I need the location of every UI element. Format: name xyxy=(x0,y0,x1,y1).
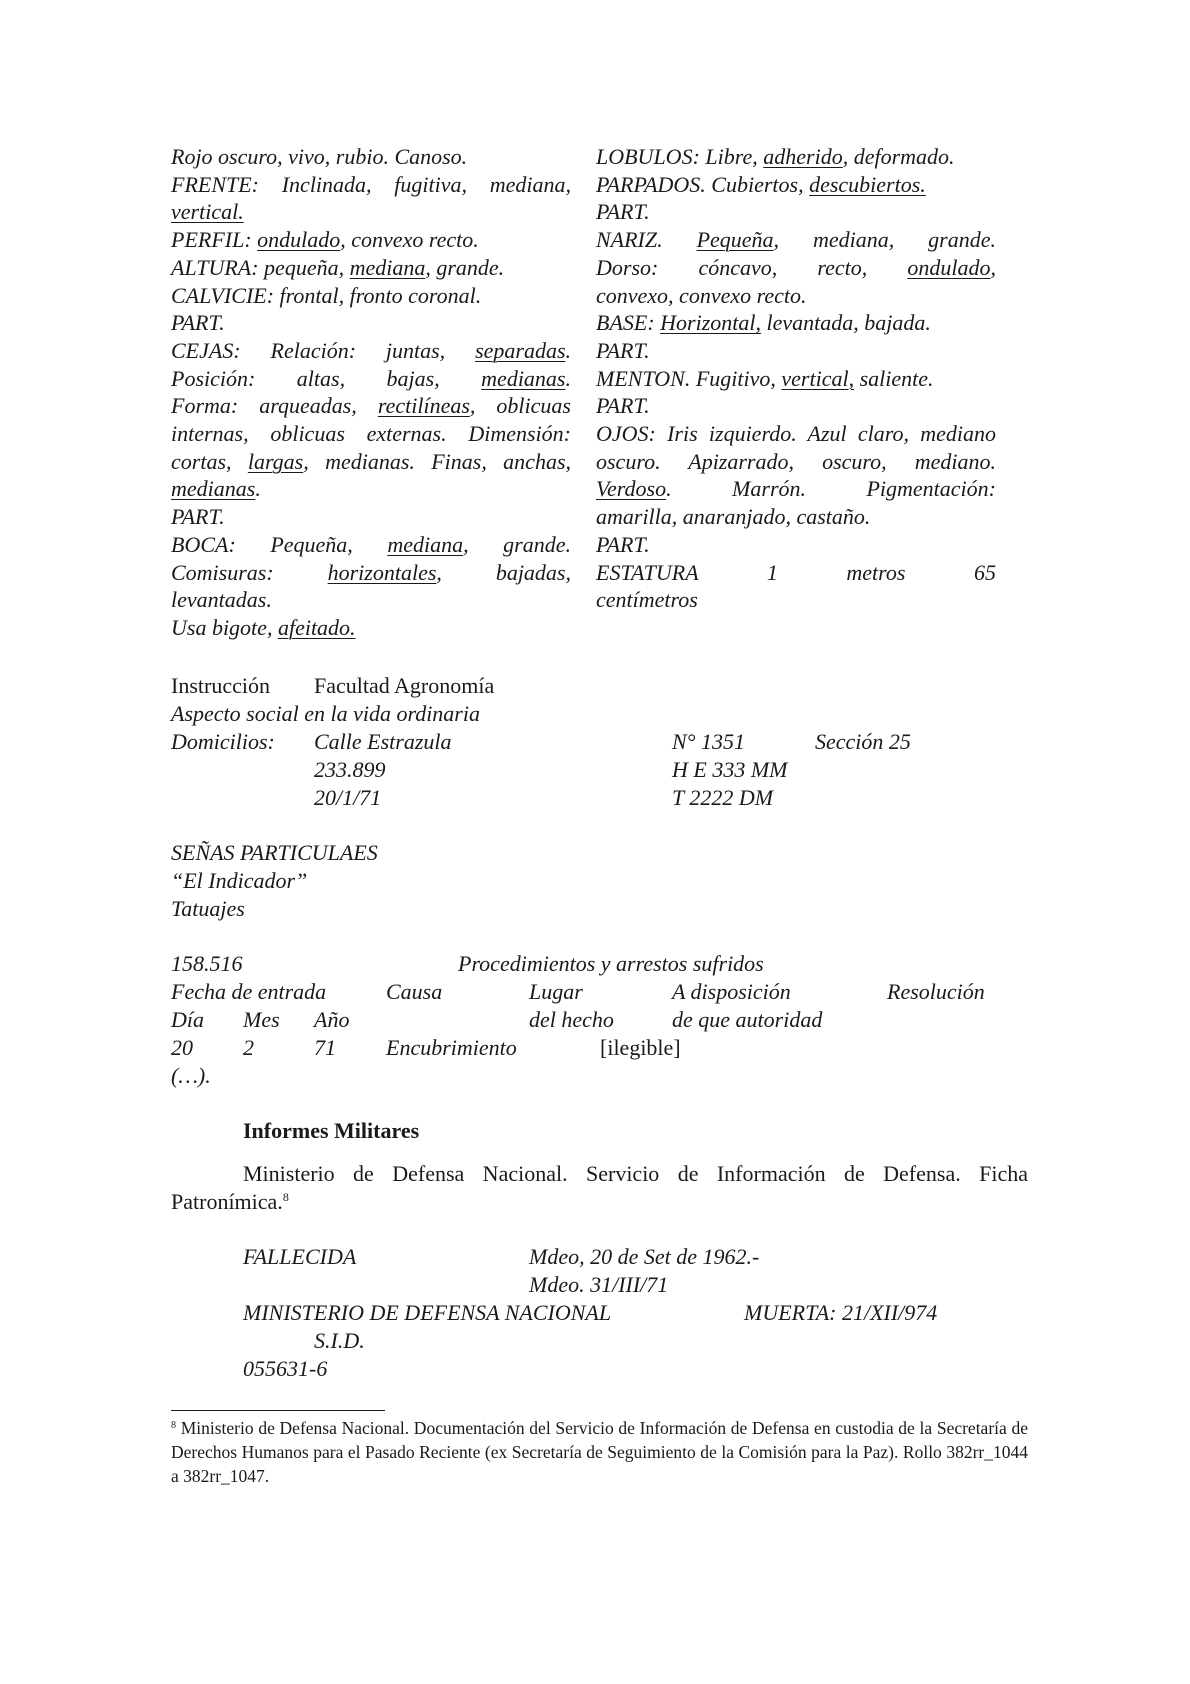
right-column xyxy=(596,143,996,614)
senas-tatuajes: Tatuajes xyxy=(171,896,245,921)
instruccion-label: Instrucción xyxy=(171,673,270,698)
footnote-ref: 8 xyxy=(282,1190,289,1204)
proc-h-fecha: Fecha de entrada xyxy=(171,979,327,1004)
part-label: PART. xyxy=(596,531,650,557)
footnote-number: 8 xyxy=(171,1420,176,1431)
ficha-sid: S.I.D. xyxy=(314,1328,365,1353)
forma-rectilineas: rectilíneas xyxy=(377,393,470,419)
proc-h-lugar: Lugar xyxy=(529,979,583,1004)
posicion-line xyxy=(171,365,571,393)
comisuras-horizontales: horizontales xyxy=(327,559,437,585)
boca-mediana: mediana xyxy=(387,531,464,557)
verdoso-rest: . Marrón. Pigmentación: xyxy=(666,476,996,502)
footnote xyxy=(171,1416,1028,1488)
parpados-label: PARPADOS. Cubiertos, xyxy=(596,171,804,197)
part-label: PART. xyxy=(596,199,650,225)
base-rest: levantada, bajada. xyxy=(766,310,931,336)
medianas-line xyxy=(171,475,571,503)
boca-label: BOCA: Pequeña, xyxy=(171,531,353,557)
centimetros-line: centímetros xyxy=(596,587,698,613)
ficha-date1: Mdeo, 20 de Set de 1962.- xyxy=(529,1244,760,1269)
estatura-label: ESTATURA xyxy=(596,559,699,585)
lobulos-adherido: adherido xyxy=(763,144,843,169)
frente-line: FRENTE: Inclinada, fugitiva, mediana, xyxy=(171,171,571,197)
estatura-metros-value: 1 xyxy=(766,559,778,585)
proc-h-causa: Causa xyxy=(386,979,443,1004)
parpados-line xyxy=(596,171,996,199)
forma-label: Forma: arqueadas, xyxy=(171,393,357,419)
nariz-label: NARIZ. xyxy=(596,227,663,253)
cortas-rest: , medianas. Finas, anchas, xyxy=(303,448,571,474)
posicion-medianas: medianas xyxy=(481,365,566,391)
forma-line xyxy=(171,392,571,420)
nariz-pequena: Pequeña xyxy=(696,227,774,253)
bigote-label: Usa bigote, xyxy=(171,614,273,640)
medianas-underlined: medianas xyxy=(171,476,256,502)
domicilio-t: T 2222 DM xyxy=(672,785,774,810)
altura-line xyxy=(171,254,571,282)
internas-line: internas, oblicuas externas. Dimensión: xyxy=(171,421,571,447)
comisuras-rest: , bajadas, xyxy=(436,559,571,585)
proc-ilegible: [ilegible] xyxy=(600,1035,681,1060)
cejas-dot: . xyxy=(565,337,572,363)
proc-h-anio: Año xyxy=(314,1007,350,1032)
footnote-separator xyxy=(171,1410,385,1411)
domicilio-he: H E 333 MM xyxy=(672,757,788,782)
domicilios-label: Domicilios: xyxy=(171,729,275,754)
domicilio-numero: 233.899 xyxy=(314,757,386,782)
ficha-ministerio: MINISTERIO DE DEFENSA NACIONAL xyxy=(243,1300,612,1325)
proc-h-disposicion: A disposición xyxy=(672,979,791,1004)
domicilio-fecha: 20/1/71 xyxy=(314,785,382,810)
comisuras-line xyxy=(171,559,571,587)
cortas-line xyxy=(171,448,571,476)
left-column xyxy=(171,143,571,642)
ficha-fallecida: FALLECIDA xyxy=(243,1244,357,1269)
calvicie-line: CALVICIE: frontal, fronto coronal. xyxy=(171,282,482,308)
ficha-muerta: MUERTA: 21/XII/974 xyxy=(744,1300,938,1325)
dorso-label: Dorso: cóncavo, recto, xyxy=(596,254,868,280)
frente-vertical: vertical. xyxy=(171,199,244,225)
comisuras-label: Comisuras: xyxy=(171,559,274,585)
proc-mes: 2 xyxy=(243,1035,254,1060)
aspecto-social: Aspecto social en la vida ordinaria xyxy=(171,701,480,726)
forma-rest: , oblicuas xyxy=(469,393,571,419)
senas-indicador: “El Indicador” xyxy=(171,868,308,893)
convexo-line: convexo, convexo recto. xyxy=(596,282,807,308)
menton-line xyxy=(596,365,996,393)
footnote-text: Ministerio de Defensa Nacional. Documentación del Servicio de Información de Defensa en custodia de la Secretaría de Derechos Humanos para el Pasado Reciente (ex Secretaría de Seguimiento de la Comisión para la Paz). Rollo 382rr_1044 a 382rr_1047. xyxy=(171,1418,1029,1486)
ficha-code: 055631-6 xyxy=(243,1356,328,1381)
boca-rest: , grande. xyxy=(463,531,572,557)
lobulos-rest: , deformado. xyxy=(842,144,955,169)
levantadas-line: levantadas. xyxy=(171,587,272,613)
medianas-dot: . xyxy=(255,476,261,502)
cortas-label: cortas, xyxy=(171,448,232,474)
proc-number: 158.516 xyxy=(171,951,243,976)
cejas-separadas: separadas xyxy=(475,337,566,363)
proc-h-resolucion: Resolución xyxy=(887,979,985,1004)
menton-label: MENTON. Fugitivo, xyxy=(596,365,776,391)
perfil-line xyxy=(171,226,571,254)
domicilio-seccion: Sección 25 xyxy=(815,729,911,754)
cejas-label: CEJAS: Relación: juntas, xyxy=(171,337,446,363)
cejas-line xyxy=(171,337,571,365)
verdoso-underlined: Verdoso xyxy=(596,476,667,502)
proc-ellipsis: (…). xyxy=(171,1063,211,1088)
parpados-descubiertos: descubiertos. xyxy=(809,171,926,197)
frente-cont xyxy=(171,198,571,226)
menton-rest: saliente. xyxy=(859,365,934,391)
part-label: PART. xyxy=(171,504,225,530)
domicilio-puerta: N° 1351 xyxy=(672,729,745,754)
part-label: PART. xyxy=(596,337,650,363)
proc-title: Procedimientos y arrestos sufridos xyxy=(458,951,764,976)
ficha-date2: Mdeo. 31/III/71 xyxy=(529,1272,669,1297)
verdoso-line xyxy=(596,475,996,503)
informes-paragraph xyxy=(171,1160,1028,1216)
instruccion-value: Facultad Agronomía xyxy=(314,673,495,698)
senas-heading: SEÑAS PARTICULAES xyxy=(171,840,378,865)
posicion-dot: . xyxy=(565,365,571,391)
proc-h-autoridad: de que autoridad xyxy=(672,1007,823,1032)
domicilio-calle: Calle Estrazula xyxy=(314,729,452,754)
proc-h-mes: Mes xyxy=(243,1007,280,1032)
bigote-afeitado: afeitado. xyxy=(277,614,356,640)
proc-h-hecho: del hecho xyxy=(529,1007,614,1032)
ojos-line: OJOS: Iris izquierdo. Azul claro, mediano xyxy=(596,421,996,447)
dorso-comma: , xyxy=(990,254,996,280)
perfil-rest: , convexo recto. xyxy=(340,227,479,253)
base-label: BASE: xyxy=(596,310,655,336)
proc-h-dia: Día xyxy=(171,1007,204,1032)
menton-vertical: vertical, xyxy=(781,365,855,391)
proc-causa: Encubrimiento xyxy=(386,1035,517,1060)
oscuro-line: oscuro. Apizarrado, oscuro, mediano. xyxy=(596,448,996,474)
lobulos-label: LOBULOS: Libre, xyxy=(596,144,758,169)
base-horizontal: Horizontal, xyxy=(660,310,762,336)
altura-label: ALTURA: pequeña, xyxy=(171,254,345,280)
posicion-label: Posición: altas, bajas, xyxy=(171,365,440,391)
dorso-line xyxy=(596,254,996,282)
lobulos-line xyxy=(596,143,996,171)
dorso-ondulado: ondulado xyxy=(907,254,991,280)
part-label: PART. xyxy=(596,393,650,419)
amarilla-line: amarilla, anaranjado, castaño. xyxy=(596,504,871,530)
informes-heading: Informes Militares xyxy=(243,1118,420,1143)
perfil-label: PERFIL: xyxy=(171,227,252,253)
proc-anio: 71 xyxy=(314,1035,336,1060)
boca-line xyxy=(171,531,571,559)
hair-line: Rojo oscuro, vivo, rubio. Canoso. xyxy=(171,144,468,169)
estatura-metros-label: metros xyxy=(846,559,906,585)
estatura-line xyxy=(596,559,996,587)
altura-rest: , grande. xyxy=(425,254,505,280)
part-label: PART. xyxy=(171,310,225,336)
base-line xyxy=(596,309,996,337)
perfil-ondulado: ondulado xyxy=(257,227,341,253)
altura-mediana: mediana xyxy=(349,254,426,280)
estatura-cm-value: 65 xyxy=(974,559,997,585)
nariz-rest: , mediana, grande. xyxy=(773,227,996,253)
cortas-largas: largas xyxy=(247,448,304,474)
proc-dia: 20 xyxy=(171,1035,193,1060)
informes-text: Ministerio de Defensa Nacional. Servicio de Información de Defensa. Ficha Patronímica. xyxy=(171,1161,1028,1214)
bigote-line xyxy=(171,614,571,642)
nariz-line xyxy=(596,226,996,254)
